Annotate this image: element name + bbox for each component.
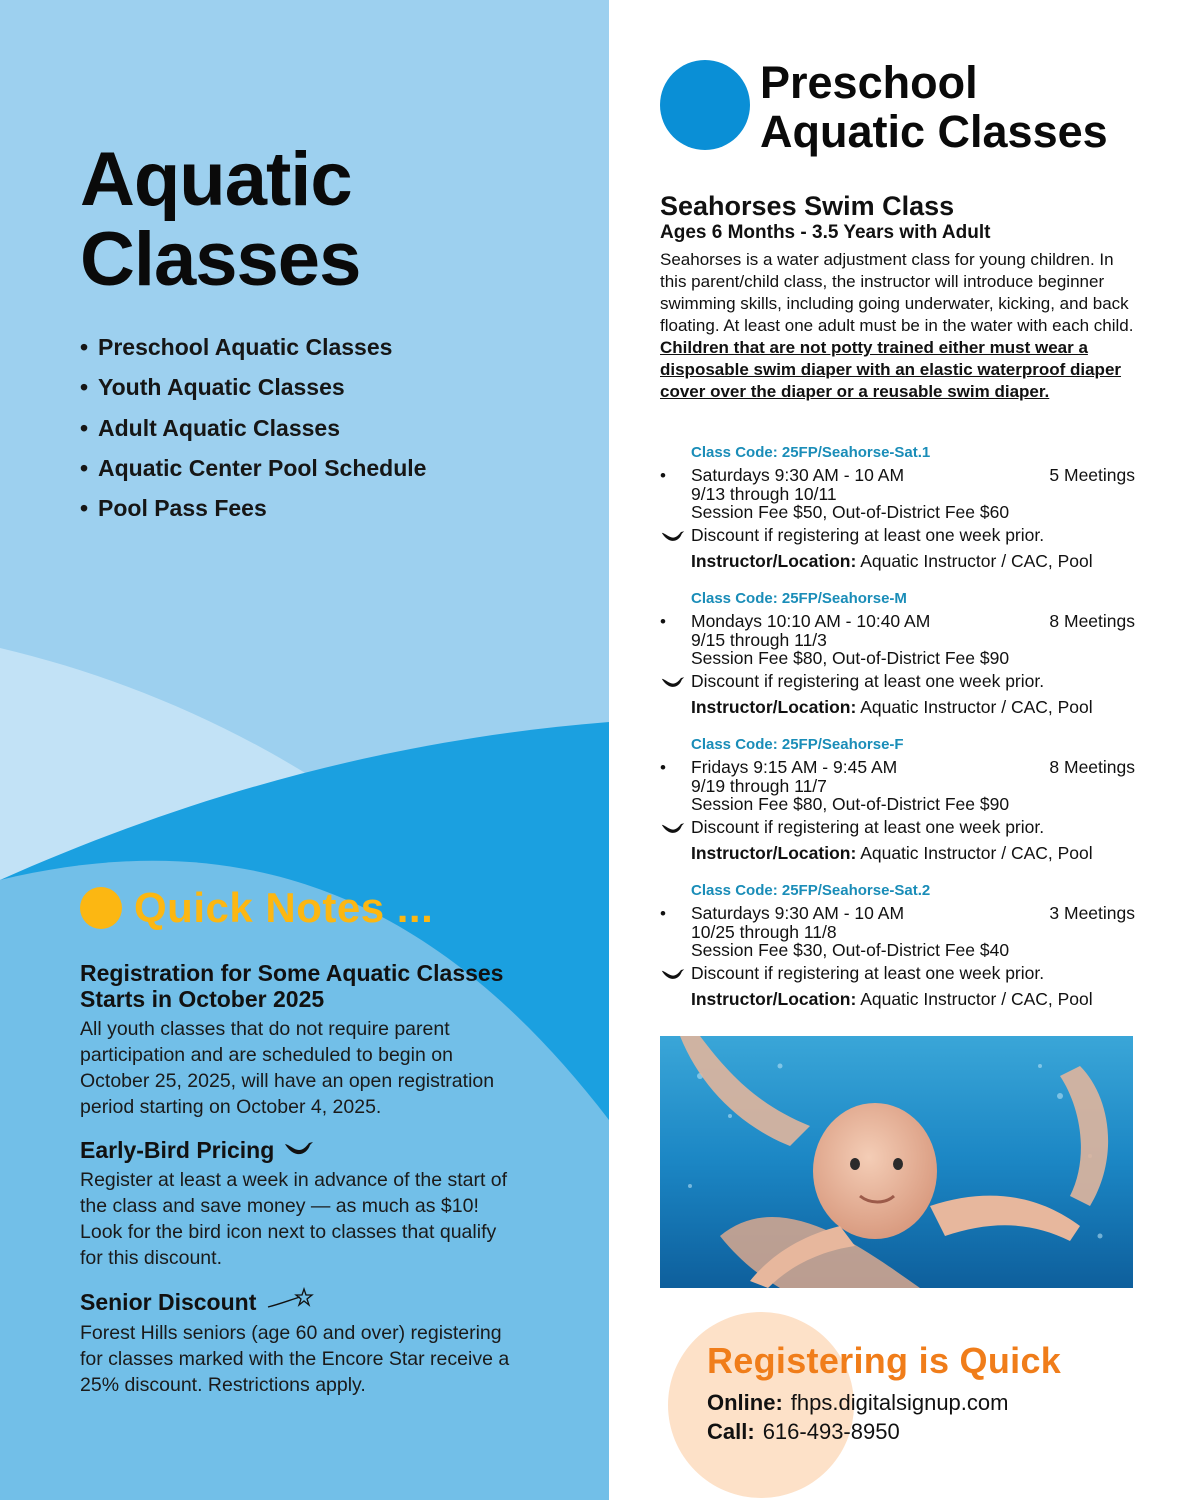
session-day-time: Mondays 10:10 AM - 10:40 AM (691, 611, 931, 631)
quick-notes-header (80, 880, 433, 936)
section-label: Pool Pass Fees (98, 495, 267, 522)
bird-icon (661, 528, 685, 549)
instructor-location (691, 698, 1093, 717)
section-item-pool-schedule[interactable] (80, 451, 426, 491)
discount-text: Discount if registering at least one week prior. (691, 671, 1045, 691)
note-body: Forest Hills seniors (age 60 and over) registering for classes marked with the Encore Star receive a 25% discount. Restrictions apply. (80, 1322, 510, 1396)
bird-icon (661, 820, 685, 841)
bullet-dot: • (80, 334, 89, 360)
section-label: Youth Aquatic Classes (98, 374, 345, 401)
instructor-location (691, 990, 1093, 1009)
class-title: Seahorses Swim Class (660, 191, 955, 221)
note-body: Register at least a week in advance of the start of the class and save money — as much as $10! Look for the bird icon next to classes that qualify for this discount. (80, 1169, 508, 1269)
section-item-adult[interactable] (80, 411, 426, 451)
session-day-time: Fridays 9:15 AM - 9:45 AM (691, 757, 898, 777)
session-fee: Session Fee $50, Out-of-District Fee $60 (691, 502, 1010, 522)
session-dates: 9/15 through 11/3 (691, 630, 827, 650)
session-day-time: Saturdays 9:30 AM - 10 AM (691, 465, 905, 485)
session-meetings: 3 Meetings (1049, 903, 1135, 923)
diaper-requirement: Children that are not potty trained either must wear a disposable swim diaper with an elastic waterproof diaper cover over the diaper or a reusable swim diaper. (660, 338, 1122, 401)
class-code: Class Code: 25FP/Seahorse-F (691, 736, 904, 753)
note-title: Registration for Some Aquatic Classes Starts in October 2025 (80, 960, 504, 1012)
session-dates: 9/19 through 11/7 (691, 776, 827, 796)
session-dates: 10/25 through 11/8 (691, 922, 837, 942)
bullet-dot: • (80, 374, 89, 401)
title-line-1: Aquatic (80, 137, 352, 222)
section-title-line-1: Preschool (760, 57, 978, 108)
section-label: Adult Aquatic Classes (98, 414, 340, 441)
session-meetings: 8 Meetings (1049, 611, 1135, 631)
bullet-dot: • (660, 612, 666, 631)
online-link[interactable]: fhps.digitalsignup.com (790, 1390, 1009, 1415)
instructor-label: Instructor/Location: (691, 989, 857, 1009)
note-registration (80, 960, 510, 1120)
instructor-label: Instructor/Location: (691, 551, 857, 571)
bird-icon (661, 966, 685, 987)
class-code: Class Code: 25FP/Seahorse-Sat.1 (691, 444, 931, 461)
register-title: Registering is Quick (707, 1340, 1062, 1381)
section-label: Aquatic Center Pool Schedule (98, 454, 427, 481)
bullet-dot: • (660, 758, 666, 777)
note-title: Early-Bird Pricing (80, 1137, 275, 1163)
bird-icon (661, 674, 685, 695)
session-fee: Session Fee $30, Out-of-District Fee $40 (691, 940, 1010, 960)
session-fee: Session Fee $80, Out-of-District Fee $90 (691, 794, 1010, 814)
session-meetings: 8 Meetings (1049, 757, 1135, 777)
class-description (660, 190, 1135, 403)
session-dates: 9/13 through 10/11 (691, 484, 837, 504)
session-day-time: Saturdays 9:30 AM - 10 AM (691, 903, 905, 923)
instructor-location (691, 552, 1093, 571)
encore-star-icon (266, 1287, 314, 1316)
section-title (760, 58, 1108, 156)
bird-icon (284, 1137, 314, 1163)
section-item-pool-pass-fees[interactable] (80, 491, 426, 531)
instructor-value: Aquatic Instructor / CAC, Pool (860, 843, 1093, 863)
discount-text: Discount if registering at least one week prior. (691, 963, 1045, 983)
class-code: Class Code: 25FP/Seahorse-M (691, 590, 907, 607)
instructor-value: Aquatic Instructor / CAC, Pool (860, 989, 1093, 1009)
blue-dot-icon (660, 60, 750, 150)
register-online (707, 1390, 1008, 1416)
online-label: Online: (707, 1390, 783, 1415)
instructor-value: Aquatic Instructor / CAC, Pool (860, 697, 1093, 717)
baby-swimming-photo (660, 1036, 1133, 1288)
instructor-location (691, 844, 1093, 863)
section-header (660, 58, 1108, 156)
quick-notes-title: Quick Notes ... (134, 884, 434, 931)
page-title (80, 137, 361, 302)
section-item-preschool[interactable] (80, 330, 426, 370)
section-list (80, 330, 426, 531)
note-body: All youth classes that do not require parent participation and are scheduled to begin on October 25, 2025, will have an open registration period starting on October 4, 2025. (80, 1018, 495, 1118)
section-label: Preschool Aquatic Classes (98, 334, 393, 360)
register-call (707, 1419, 900, 1445)
class-desc-paragraph (660, 249, 1135, 403)
note-title: Senior Discount (80, 1288, 257, 1315)
bullet-dot: • (80, 414, 89, 441)
class-code: Class Code: 25FP/Seahorse-Sat.2 (691, 882, 931, 899)
note-early-bird (80, 1137, 510, 1271)
bullet-dot: • (660, 904, 666, 923)
instructor-label: Instructor/Location: (691, 697, 857, 717)
note-title-row (80, 1287, 510, 1316)
yellow-dot-icon (80, 887, 122, 929)
instructor-value: Aquatic Instructor / CAC, Pool (860, 551, 1093, 571)
class-desc-text: Seahorses is a water adjustment class for young children. In this parent/child class, the instructor will introduce beginner swimming skills, including going underwater, kicking, and back floating. At least one adult must be in the water with each child. (660, 250, 1134, 335)
bullet-dot: • (80, 454, 89, 481)
session-fee: Session Fee $80, Out-of-District Fee $90 (691, 648, 1010, 668)
note-title-row (80, 1137, 510, 1163)
discount-text: Discount if registering at least one week prior. (691, 525, 1045, 545)
bullet-dot: • (80, 495, 89, 522)
class-ages: Ages 6 Months - 3.5 Years with Adult (660, 222, 991, 243)
note-senior-discount (80, 1287, 510, 1398)
section-item-youth[interactable] (80, 370, 426, 410)
instructor-label: Instructor/Location: (691, 843, 857, 863)
discount-text: Discount if registering at least one week prior. (691, 817, 1045, 837)
title-line-2: Classes (80, 217, 361, 302)
bullet-dot: • (660, 466, 666, 485)
call-label: Call: (707, 1419, 755, 1444)
phone-number[interactable]: 616-493-8950 (762, 1419, 900, 1444)
section-title-line-2: Aquatic Classes (760, 106, 1108, 157)
session-meetings: 5 Meetings (1049, 465, 1135, 485)
